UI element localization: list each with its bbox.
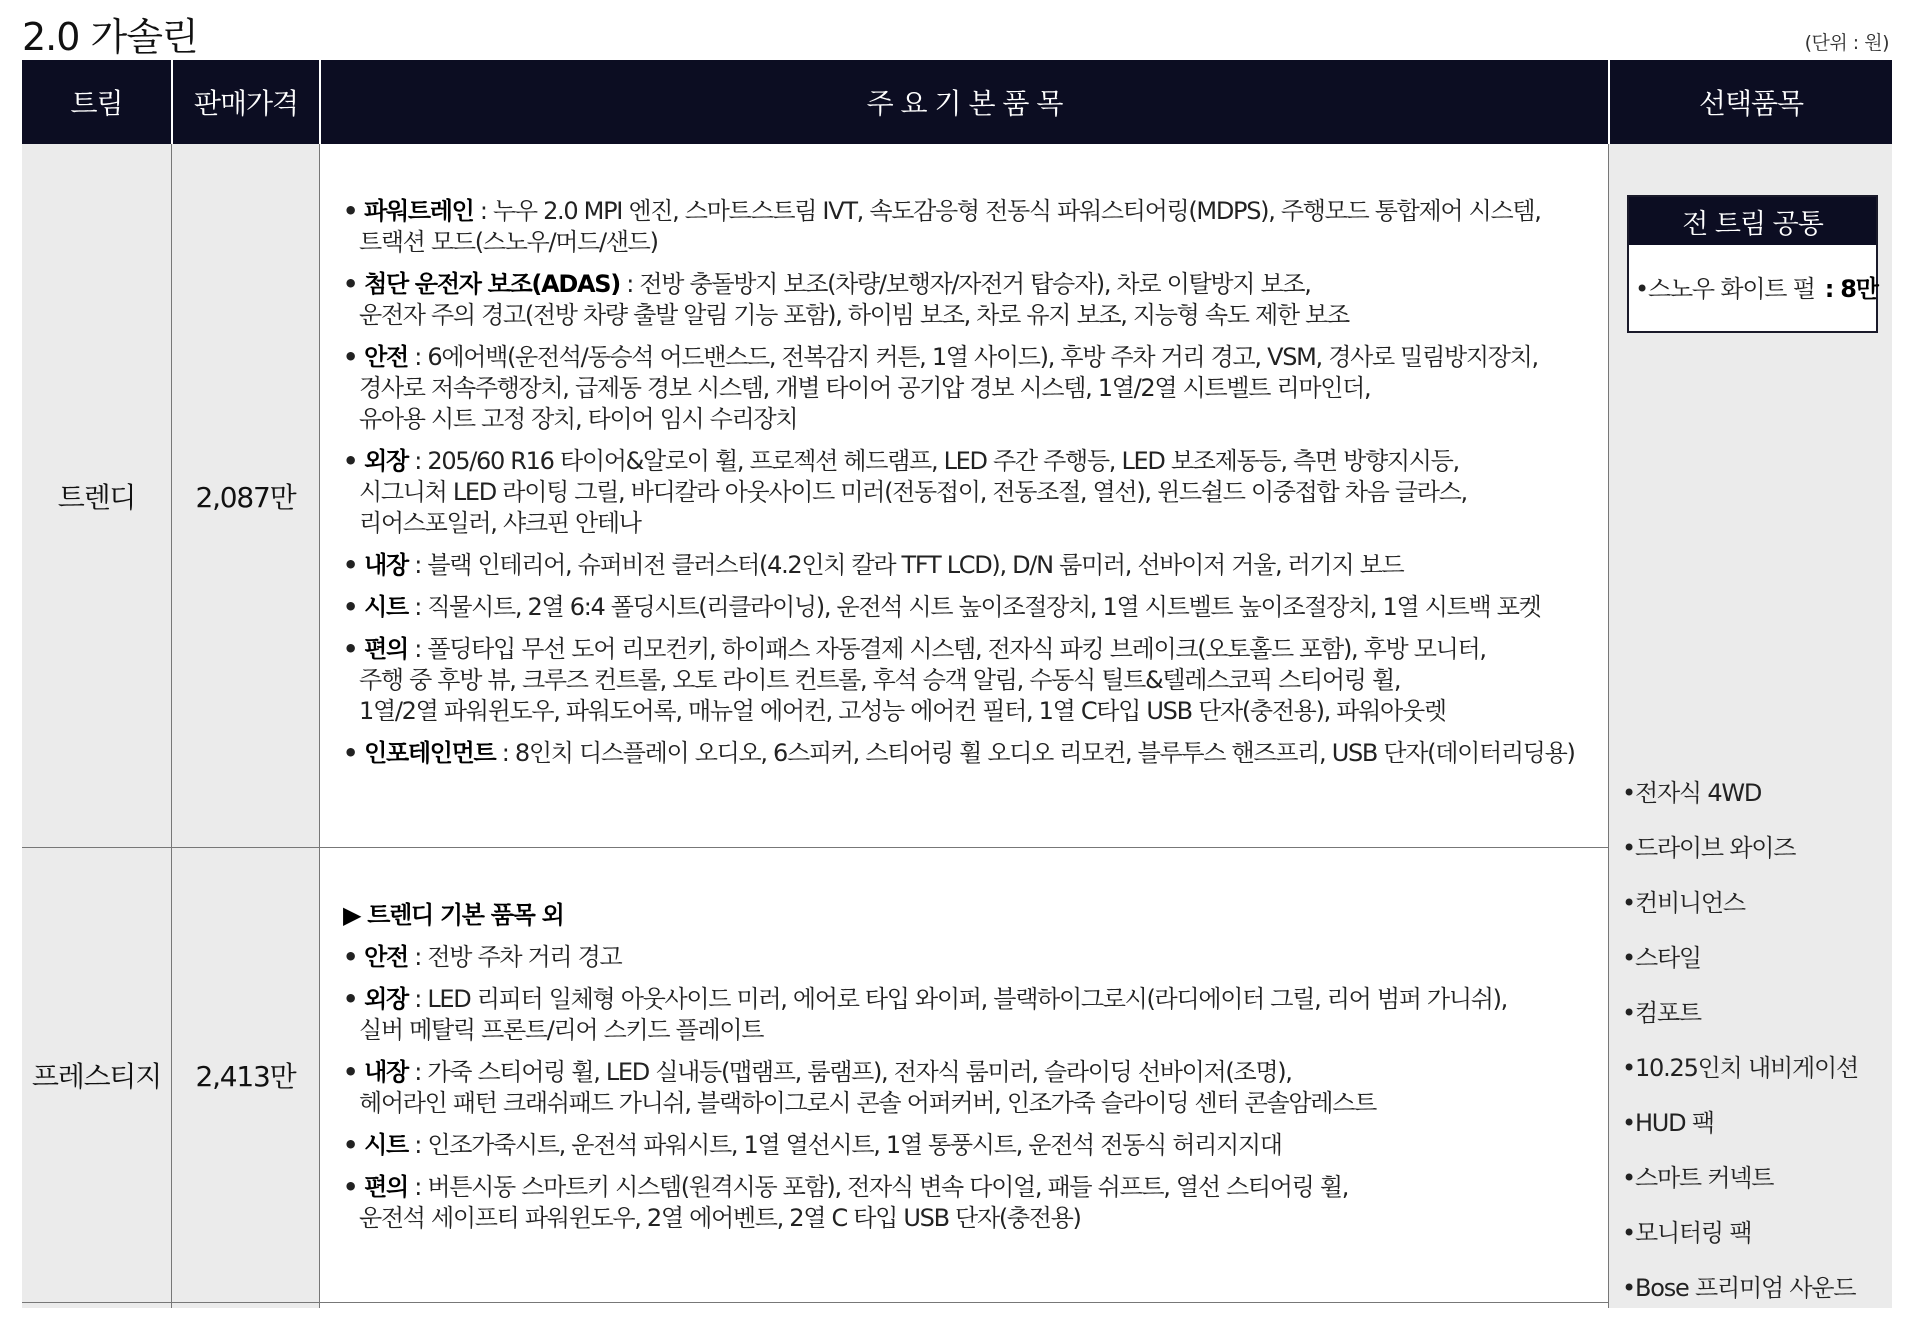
option-item: •HUD 팩	[1622, 1109, 1714, 1137]
spec-item	[343, 942, 1507, 973]
options-list	[1622, 773, 1858, 1323]
header-options: 선택품목	[1698, 87, 1804, 120]
column-divider	[1608, 144, 1609, 1308]
option-item: •컴포트	[1622, 999, 1701, 1027]
spec-category: 편의	[364, 1173, 408, 1201]
spec-line	[343, 1130, 1507, 1161]
spec-continuation	[343, 477, 1575, 508]
page-title: 2.0 가솔린	[22, 15, 198, 59]
spec-continuation	[343, 696, 1575, 727]
spec-category: 시트	[364, 593, 408, 621]
bullet-icon: •	[343, 1058, 365, 1086]
spec-line	[343, 634, 1575, 665]
option-item: •스타일	[1622, 944, 1701, 972]
spec-category: 시트	[364, 1131, 408, 1159]
spec-text: LED 리피터 일체형 아웃사이드 미러, 에어로 타입 와이퍼, 블랙하이그로시(라디에이터 그릴, 리어 범퍼 가니쉬),	[427, 985, 1507, 1013]
bullet-icon: •	[343, 1131, 365, 1159]
spec-text: 폴딩타입 무선 도어 리모컨키, 하이패스 자동결제 시스템, 전자식 파킹 브레이크(오토홀드 포함), 후방 모니터,	[427, 635, 1486, 663]
spec-category: 외장	[364, 447, 408, 475]
trim-name: 트렌디	[57, 480, 136, 514]
spec-item	[343, 446, 1575, 539]
header-price: 판매가격	[193, 87, 299, 120]
option-item: •스마트 커넥트	[1622, 1164, 1774, 1192]
common-box-item	[1635, 269, 1878, 304]
spec-text: 경사로 저속주행장치, 급제동 경보 시스템, 개별 타이어 공기압 경보 시스템, 1열/2열 시트벨트 리마인더,	[359, 374, 1371, 402]
spec-item	[343, 592, 1575, 623]
spec-category: 내장	[364, 551, 408, 579]
bullet-icon: •	[343, 551, 365, 579]
spec-continuation	[343, 1015, 1507, 1046]
spec-line	[343, 446, 1575, 477]
separator: :	[473, 197, 493, 225]
common-option-price: : 8만	[1824, 275, 1878, 303]
spec-line	[343, 196, 1575, 227]
bullet-icon: •	[343, 739, 365, 767]
spec-line	[343, 550, 1575, 581]
bullet-icon: •	[343, 343, 365, 371]
common-option-box	[1627, 195, 1878, 333]
spec-text: 전방 주차 거리 경고	[427, 943, 622, 971]
spec-category: 안전	[364, 343, 408, 371]
spec-text: 주행 중 후방 뷰, 크루즈 컨트롤, 오토 라이트 컨트롤, 후석 승객 알림, 수동식 틸트&텔레스코픽 스티어링 휠,	[359, 666, 1401, 694]
bullet-icon: •	[343, 593, 365, 621]
bullet-icon: •	[343, 197, 365, 225]
separator: :	[407, 985, 428, 1013]
spec-line	[343, 592, 1575, 623]
spec-item	[343, 634, 1575, 727]
subhead: ▶ 트렌디 기본 품목 외	[343, 901, 564, 929]
bullet-icon: •	[343, 447, 365, 475]
spec-continuation	[343, 373, 1575, 404]
spec-text: 6에어백(운전석/동승석 어드밴스드, 전복감지 커튼, 1열 사이드), 후방 주차 거리 경고, VSM, 경사로 밀림방지장치,	[427, 343, 1538, 371]
spec-item	[343, 1130, 1507, 1161]
option-item: •Bose 프리미엄 사운드	[1622, 1274, 1856, 1302]
separator: :	[407, 1173, 428, 1201]
spec-item	[343, 984, 1507, 1046]
trim-name: 프레스티지	[31, 1060, 162, 1093]
spec-text: 직물시트, 2열 6:4 폴딩시트(리클라이닝), 운전석 시트 높이조절장치, 1열 시트벨트 높이조절장치, 1열 시트백 포켓	[427, 593, 1541, 621]
spec-item	[343, 1057, 1507, 1119]
spec-text: 버튼시동 스마트키 시스템(원격시동 포함), 전자식 변속 다이얼, 패들 쉬프트, 열선 스티어링 휠,	[427, 1173, 1349, 1201]
header-basic-items: 주 요 기 본 품 목	[866, 87, 1063, 120]
option-item: •컨비니언스	[1622, 889, 1745, 917]
separator: :	[619, 270, 640, 298]
column-divider	[319, 144, 320, 1308]
spec-continuation	[343, 227, 1575, 258]
common-box-title: 전 트림 공통	[1629, 197, 1876, 245]
spec-category: 편의	[364, 635, 408, 663]
option-item: •전자식 4WD	[1622, 779, 1762, 807]
spec-category: 외장	[364, 985, 408, 1013]
spec-text: 운전자 주의 경고(전방 차량 출발 알림 기능 포함), 하이빔 보조, 차로 유지 보조, 지능형 속도 제한 보조	[359, 301, 1349, 329]
separator: :	[407, 551, 428, 579]
spec-text: 블랙 인테리어, 슈퍼비전 클러스터(4.2인치 칼라 TFT LCD), D/N 룸미러, 선바이저 거울, 러기지 보드	[427, 551, 1404, 579]
common-option-label: •스노우 화이트 펄	[1635, 275, 1815, 303]
spec-line	[343, 1057, 1507, 1088]
bullet-icon: •	[343, 985, 365, 1013]
basic-items-list	[343, 196, 1575, 780]
spec-item	[343, 269, 1575, 331]
spec-category: 파워트레인	[364, 197, 474, 225]
bullet-icon: •	[343, 270, 365, 298]
spec-item	[343, 1172, 1507, 1234]
spec-item	[343, 196, 1575, 258]
option-item: •10.25인치 내비게이션	[1622, 1054, 1858, 1082]
separator: :	[407, 343, 428, 371]
separator: :	[407, 593, 428, 621]
spec-text: 리어스포일러, 샤크핀 안테나	[359, 509, 641, 537]
spec-category: 안전	[364, 943, 408, 971]
bullet-icon: •	[343, 1173, 365, 1201]
table-header	[22, 60, 1892, 144]
spec-line	[343, 942, 1507, 973]
spec-line	[343, 269, 1575, 300]
spec-text: 헤어라인 패턴 크래쉬패드 가니쉬, 블랙하이그로시 콘솔 어퍼커버, 인조가죽 슬라이딩 센터 콘솔암레스트	[359, 1089, 1376, 1117]
spec-text: 실버 메탈릭 프론트/리어 스키드 플레이트	[359, 1016, 764, 1044]
spec-item	[343, 738, 1575, 769]
basic-items-list	[343, 900, 1507, 1245]
trim-price: 2,413만	[195, 1060, 296, 1093]
spec-text: 8인치 디스플레이 오디오, 6스피커, 스티어링 휠 오디오 리모컨, 블루투스 핸즈프리, USB 단자(데이터리딩용)	[514, 739, 1575, 767]
spec-text: 가죽 스티어링 휠, LED 실내등(맵램프, 룸램프), 전자식 룸미러, 슬라이딩 선바이저(조명),	[427, 1058, 1292, 1086]
option-item: •드라이브 와이즈	[1622, 834, 1796, 862]
spec-continuation	[343, 404, 1575, 435]
spec-line	[343, 984, 1507, 1015]
spec-text: 전방 충돌방지 보조(차량/보행자/자전거 탑승자), 차로 이탈방지 보조,	[639, 270, 1311, 298]
unit-note: (단위 : 원)	[1804, 32, 1889, 54]
spec-text: 시그니처 LED 라이팅 그릴, 바디칼라 아웃사이드 미러(전동접이, 전동조절, 열선), 윈드쉴드 이중접합 차음 글라스,	[359, 478, 1467, 506]
separator: :	[407, 943, 428, 971]
spec-category: 첨단 운전자 보조(ADAS)	[364, 270, 620, 298]
spec-item	[343, 550, 1575, 581]
header-trim: 트림	[70, 87, 123, 120]
row-divider	[22, 1302, 1609, 1303]
spec-text: 유아용 시트 고정 장치, 타이어 임시 수리장치	[359, 405, 798, 433]
spec-text: 205/60 R16 타이어&알로이 휠, 프로젝션 헤드램프, LED 주간 주행등, LED 보조제동등, 측면 방향지시등,	[427, 447, 1459, 475]
spec-text: 누우 2.0 MPI 엔진, 스마트스트림 IVT, 속도감응형 전동식 파워스티어링(MDPS), 주행모드 통합제어 시스템,	[492, 197, 1541, 225]
option-item: •모니터링 팩	[1622, 1219, 1752, 1247]
spec-continuation	[343, 300, 1575, 331]
spec-continuation	[343, 1088, 1507, 1119]
separator: :	[495, 739, 515, 767]
separator: :	[407, 635, 428, 663]
spec-category: 인포테인먼트	[364, 739, 496, 767]
spec-category: 내장	[364, 1058, 408, 1086]
spec-continuation	[343, 665, 1575, 696]
spec-text: 트랙션 모드(스노우/머드/샌드)	[359, 228, 658, 256]
spec-line	[343, 1172, 1507, 1203]
spec-continuation	[343, 1203, 1507, 1234]
bullet-icon: •	[343, 943, 365, 971]
spec-text: 1열/2열 파워윈도우, 파워도어록, 매뉴얼 에어컨, 고성능 에어컨 필터, 1열 C타입 USB 단자(충전용), 파워아웃렛	[359, 697, 1446, 725]
spec-text: 운전석 세이프티 파워윈도우, 2열 에어벤트, 2열 C 타입 USB 단자(충전용)	[359, 1204, 1081, 1232]
spec-line	[343, 738, 1575, 769]
bullet-icon: •	[343, 635, 365, 663]
separator: :	[407, 447, 428, 475]
spec-continuation	[343, 508, 1575, 539]
trim-price: 2,087만	[195, 480, 296, 514]
spec-text: 인조가죽시트, 운전석 파워시트, 1열 열선시트, 1열 통풍시트, 운전석 전동식 허리지지대	[427, 1131, 1282, 1159]
spec-line	[343, 342, 1575, 373]
separator: :	[407, 1131, 428, 1159]
spec-item	[343, 342, 1575, 435]
separator: :	[407, 1058, 428, 1086]
